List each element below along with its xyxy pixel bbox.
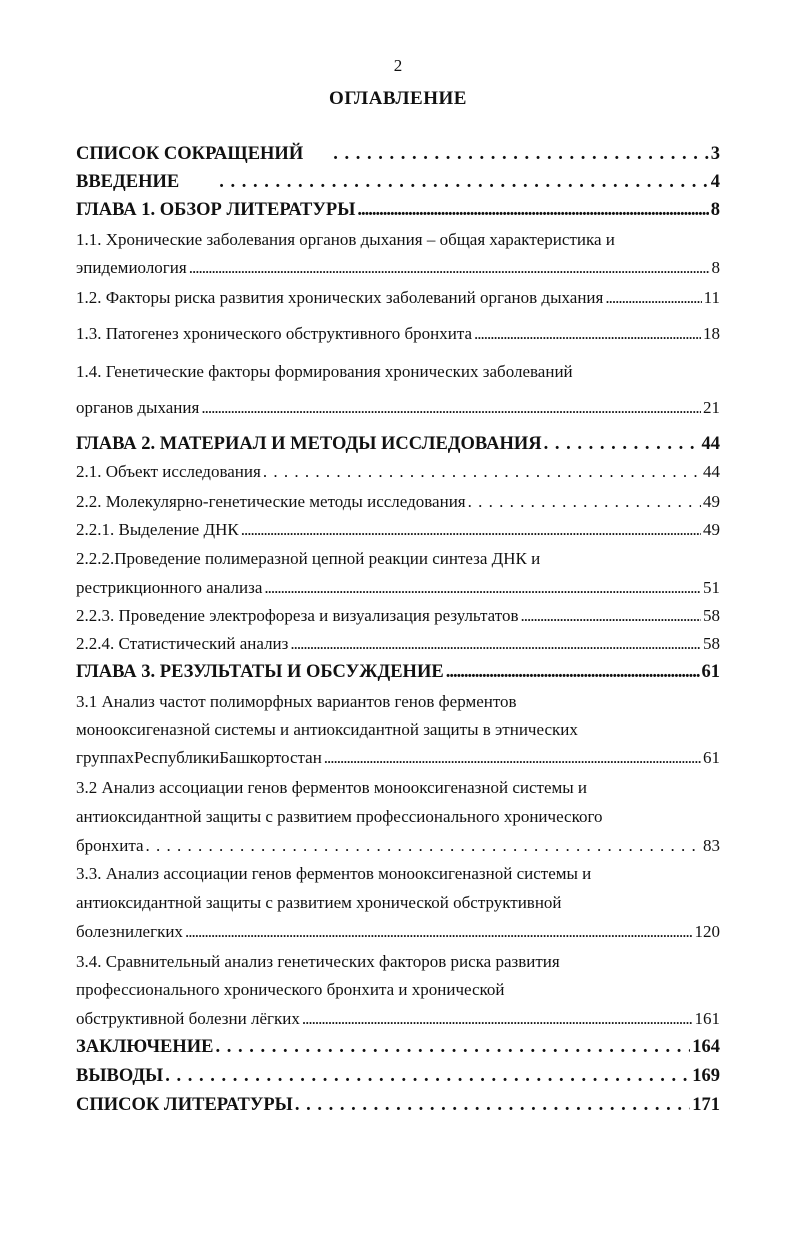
toc-entry-3-2-cont2[interactable]	[76, 834, 720, 858]
toc-entry-text: 1.1. Хронические заболевания органов дыхания – общая характеристика и	[76, 230, 615, 249]
toc-entry-page: 44	[701, 434, 720, 454]
toc-entry-3-4-cont2[interactable]	[76, 1007, 720, 1031]
toc-entry-page: 44	[703, 462, 720, 481]
toc-entry-text: СПИСОК ЛИТЕРАТУРЫ	[76, 1095, 293, 1115]
toc-entry-3-3[interactable]	[76, 862, 720, 886]
toc-entry-1-1-cont[interactable]	[76, 256, 720, 280]
toc-entry-text: монооксигеназной системы и антиоксидантной защиты в этнических	[76, 720, 578, 739]
toc-entry-text: профессионального хронического бронхита и хронической	[76, 980, 505, 999]
toc-entry-page: 83	[703, 836, 720, 855]
toc-entry-page: 21	[703, 398, 720, 417]
toc-entry-text: 2.1. Объект исследования	[76, 462, 261, 481]
toc-entry-text: антиоксидантной защиты с развитием хронической обструктивной	[76, 893, 562, 912]
toc-entry-text: 1.4. Генетические факторы формирования хронических заболеваний	[76, 362, 573, 381]
toc-entry-findings[interactable]	[76, 1064, 720, 1088]
toc-entry-chapter-1[interactable]	[76, 198, 720, 222]
toc-entry-page: 49	[703, 492, 720, 511]
toc-entry-text: 3.2 Анализ ассоциации генов ферментов монооксигеназной системы и	[76, 778, 588, 797]
toc-entry-2-2-1[interactable]	[76, 518, 720, 542]
toc-entry-text: 1.2. Факторы риска развития хронических заболеваний органов дыхания	[76, 288, 604, 307]
toc-entry-1-4-cont[interactable]	[76, 396, 720, 420]
toc-entry-page: 18	[703, 324, 720, 343]
toc-entry-text: болезнилегких	[76, 922, 183, 941]
toc-entry-references[interactable]	[76, 1093, 720, 1117]
toc-entry-chapter-3[interactable]	[76, 660, 720, 684]
toc-entry-2-2[interactable]	[76, 490, 720, 514]
toc-entry-text: 2.2.1. Выделение ДНК	[76, 520, 239, 539]
toc-entry-text: 3.3. Анализ ассоциации генов ферментов монооксигеназной системы и	[76, 864, 592, 883]
toc-entry-1-4[interactable]	[76, 360, 720, 384]
toc-entry-2-2-2[interactable]	[76, 547, 720, 571]
toc-entry-page: 8	[711, 258, 720, 277]
toc-entry-text: ВВЕДЕНИЕ	[76, 172, 180, 192]
toc-entry-3-4[interactable]	[76, 950, 720, 974]
toc-entry-2-2-3[interactable]	[76, 604, 720, 628]
toc-entry-text: СПИСОК СОКРАЩЕНИЙ	[76, 144, 304, 164]
toc-entry-page: 171	[692, 1095, 720, 1115]
toc-entry-3-3-cont2[interactable]	[76, 920, 720, 944]
toc-entry-text: органов дыхания	[76, 398, 200, 417]
toc-entry-text: обструктивной болезни лёгких	[76, 1009, 300, 1028]
toc-entry-page: 51	[703, 578, 720, 597]
toc-entry-text: группахРеспубликиБашкортостан	[76, 748, 322, 767]
toc-entry-conclusion[interactable]	[76, 1035, 720, 1059]
toc-entry-page: 49	[703, 520, 720, 539]
toc-entry-1-1[interactable]	[76, 228, 720, 252]
toc-entry-text: 2.2. Молекулярно-генетические методы исследования	[76, 492, 466, 511]
toc-entry-text: 2.2.3. Проведение электрофореза и визуализация результатов	[76, 606, 519, 625]
toc-entry-abbreviations[interactable]	[76, 142, 720, 166]
toc-entry-text: ВЫВОДЫ	[76, 1066, 164, 1086]
toc-entry-introduction[interactable]	[76, 170, 720, 194]
toc-entry-page: 61	[701, 662, 720, 682]
toc-entry-page: 58	[703, 634, 720, 653]
toc-entry-page: 11	[703, 288, 720, 307]
toc-entry-3-4-cont[interactable]	[76, 978, 720, 1002]
toc-entry-text: 3.1 Анализ частот полиморфных вариантов генов ферментов	[76, 692, 517, 711]
toc-entry-2-2-4[interactable]	[76, 632, 720, 656]
toc-entry-text: эпидемиология	[76, 258, 187, 277]
toc-entry-3-1[interactable]	[76, 690, 720, 714]
toc-entry-3-3-cont[interactable]	[76, 891, 720, 915]
toc-entry-page: 161	[694, 1009, 720, 1028]
page-title: ОГЛАВЛЕНИЕ	[329, 88, 467, 109]
toc-entry-page: 61	[703, 748, 720, 767]
toc-entry-text: ГЛАВА 2. МАТЕРИАЛ И МЕТОДЫ ИССЛЕДОВАНИЯ	[76, 434, 542, 454]
toc-entry-chapter-2[interactable]	[76, 432, 720, 456]
toc-entry-text: ГЛАВА 3. РЕЗУЛЬТАТЫ И ОБСУЖДЕНИЕ	[76, 662, 444, 682]
toc-entry-page: 169	[692, 1066, 720, 1086]
toc-entry-page: 120	[694, 922, 720, 941]
toc-entry-page: 3	[710, 144, 720, 164]
toc-entry-1-3[interactable]	[76, 322, 720, 346]
toc-entry-3-2-cont[interactable]	[76, 805, 720, 829]
toc-entry-text: ГЛАВА 1. ОБЗОР ЛИТЕРАТУРЫ	[76, 200, 356, 220]
toc-entry-page: 164	[692, 1037, 720, 1057]
toc-entry-2-1[interactable]	[76, 460, 720, 484]
toc-entry-text: 3.4. Сравнительный анализ генетических факторов риска развития	[76, 952, 560, 971]
toc-entry-text: ЗАКЛЮЧЕНИЕ	[76, 1037, 214, 1057]
toc-entry-3-1-cont2[interactable]	[76, 746, 720, 770]
toc-entry-1-2[interactable]	[76, 286, 720, 310]
toc-entry-text: 1.3. Патогенез хронического обструктивного бронхита	[76, 324, 473, 343]
page-number: 2	[393, 56, 403, 75]
toc-entry-text: 2.2.2.Проведение полимеразной цепной реакции синтеза ДНК и	[76, 549, 541, 568]
toc-entry-text: бронхита	[76, 836, 144, 855]
toc-entry-3-2[interactable]	[76, 776, 720, 800]
toc-entry-3-1-cont[interactable]	[76, 718, 720, 742]
toc-entry-text: 2.2.4. Статистический анализ	[76, 634, 289, 653]
toc-entry-page: 8	[710, 200, 720, 220]
toc-entry-page: 4	[710, 172, 720, 192]
toc-entry-page: 58	[703, 606, 720, 625]
toc-entry-2-2-2-cont[interactable]	[76, 576, 720, 600]
toc-entry-text: рестрикционного анализа	[76, 578, 263, 597]
toc-entry-text: антиоксидантной защиты с развитием профессионального хронического	[76, 807, 603, 826]
